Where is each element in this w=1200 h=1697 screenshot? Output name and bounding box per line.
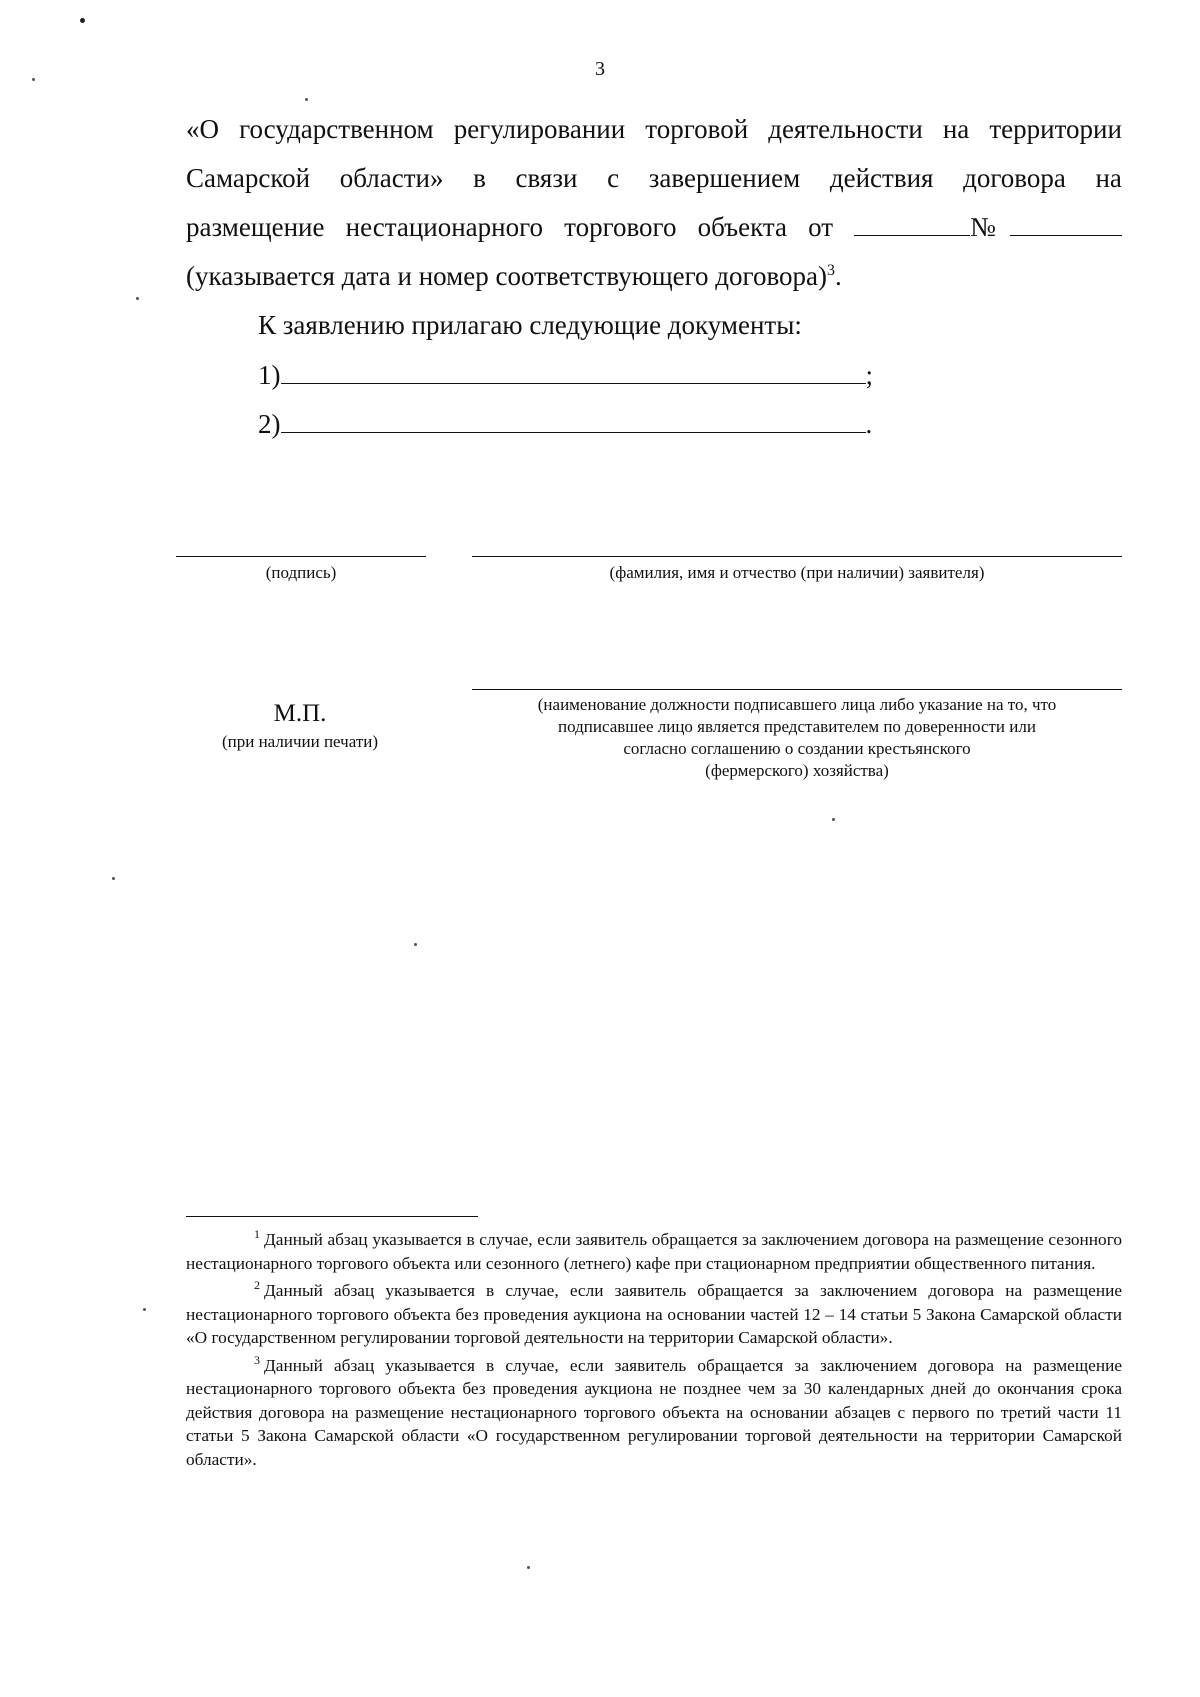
footnote-text: Данный абзац указывается в случае, если заявитель обращается за заключением договора на размещение нестационарного торгового объекта без проведения аукциона не позднее чем за 30 календарных дней до окончания срока действия договора на размещение нестационарного торгового объекта на основании абзацев с первого по третий части 11 статьи 5 Закона Самарской области «О государственном регулировании торговой деятельности на территории Самарской области». [186,1355,1122,1469]
footnote-mark: 2 [254,1278,260,1293]
scan-speck [305,98,308,101]
scan-speck [136,297,139,300]
period: . [835,261,842,291]
attachment-item-blank[interactable] [281,359,866,384]
page-number: 3 [595,58,605,80]
word: в [473,163,486,193]
position-line[interactable] [472,689,1122,690]
attachment-item-1 [258,359,873,391]
paragraph-line-4 [186,261,1122,292]
word: от [808,212,834,242]
stamp-caption: (при наличии печати) [221,732,379,751]
footnote-text: Данный абзац указывается в случае, если заявитель обращается за заключением договора на размещение сезонного нестационарного торгового объекта или сезонного (летнего) кафе при стационарном предприятии общественного питания. [186,1230,1122,1273]
contract-note: (указывается дата и номер соответствующего договора) [186,261,827,291]
word: договора [963,163,1066,193]
footnotes [186,1228,1122,1475]
footnote-mark: 1 [254,1227,260,1242]
word: регулировании [453,114,626,144]
scan-speck [80,18,85,23]
position-caption [472,694,1122,782]
word: объекта [697,212,787,242]
contract-number-blank[interactable] [1010,213,1122,236]
word: завершением [648,163,801,193]
footnote-ref-3: 3 [827,262,835,279]
scan-speck [527,1566,530,1569]
contract-date-blank[interactable] [854,213,970,236]
attachment-item-end: ; [865,360,874,390]
scan-speck [32,78,35,81]
name-caption: (фамилия, имя и отчество (при наличии) заявителя) [609,563,985,582]
footnote-separator [186,1216,478,1217]
footnote-3 [186,1354,1122,1472]
scan-speck [832,818,835,821]
signature-caption: (подпись) [265,563,337,582]
word: деятельности [768,114,923,144]
footnote-text: Данный абзац указывается в случае, если заявитель обращается за заключением договора на размещение нестационарного торгового объекта без проведения аукциона на основании частей 12 – 14 статьи 5 Закона Самарской области «О государственном регулировании торговой деятельности на территории Самарской области». [186,1281,1122,1347]
attachment-item-blank[interactable] [281,408,866,433]
paragraph-line-2 [186,163,1122,194]
word: «О [186,114,219,144]
word: действия [829,163,934,193]
word: связи [515,163,578,193]
word: Самарской [186,163,311,193]
position-caption-line: (фермерского) хозяйства) [705,761,889,780]
word: на [942,114,970,144]
name-line[interactable] [472,556,1122,557]
attachments-intro: К заявлению прилагаю следующие документы: [258,310,802,340]
paragraph-line-3 [186,212,1122,243]
word: торговой [645,114,749,144]
footnote-mark: 3 [254,1352,260,1367]
attachment-item-label: 1) [258,360,281,390]
position-caption-line: подписавшее лицо является представителем по доверенности или [558,717,1036,736]
footnote-1 [186,1228,1122,1275]
attachment-item-end: . [865,409,873,439]
word: на [1095,163,1122,193]
attachment-item-label: 2) [258,409,281,439]
scan-speck [112,877,115,880]
signature-line[interactable] [176,556,426,557]
contract-fields [854,212,1122,243]
scan-speck [143,1308,146,1311]
number-sign: № [970,212,996,242]
word: территории [989,114,1122,144]
stamp-mp: М.П. [273,700,327,727]
position-caption-line: (наименование должности подписавшего лица либо указание на то, что [537,695,1057,714]
footnote-2 [186,1279,1122,1350]
word: торгового [564,212,677,242]
word: области» [339,163,444,193]
word: размещение [186,212,325,242]
attachment-item-2 [258,408,872,440]
position-caption-line: согласно соглашению о создании крестьянского [623,739,971,758]
word: с [607,163,620,193]
word: государственном [239,114,434,144]
scan-speck [414,943,417,946]
paragraph-line-1 [186,114,1122,145]
word: нестационарного [345,212,544,242]
